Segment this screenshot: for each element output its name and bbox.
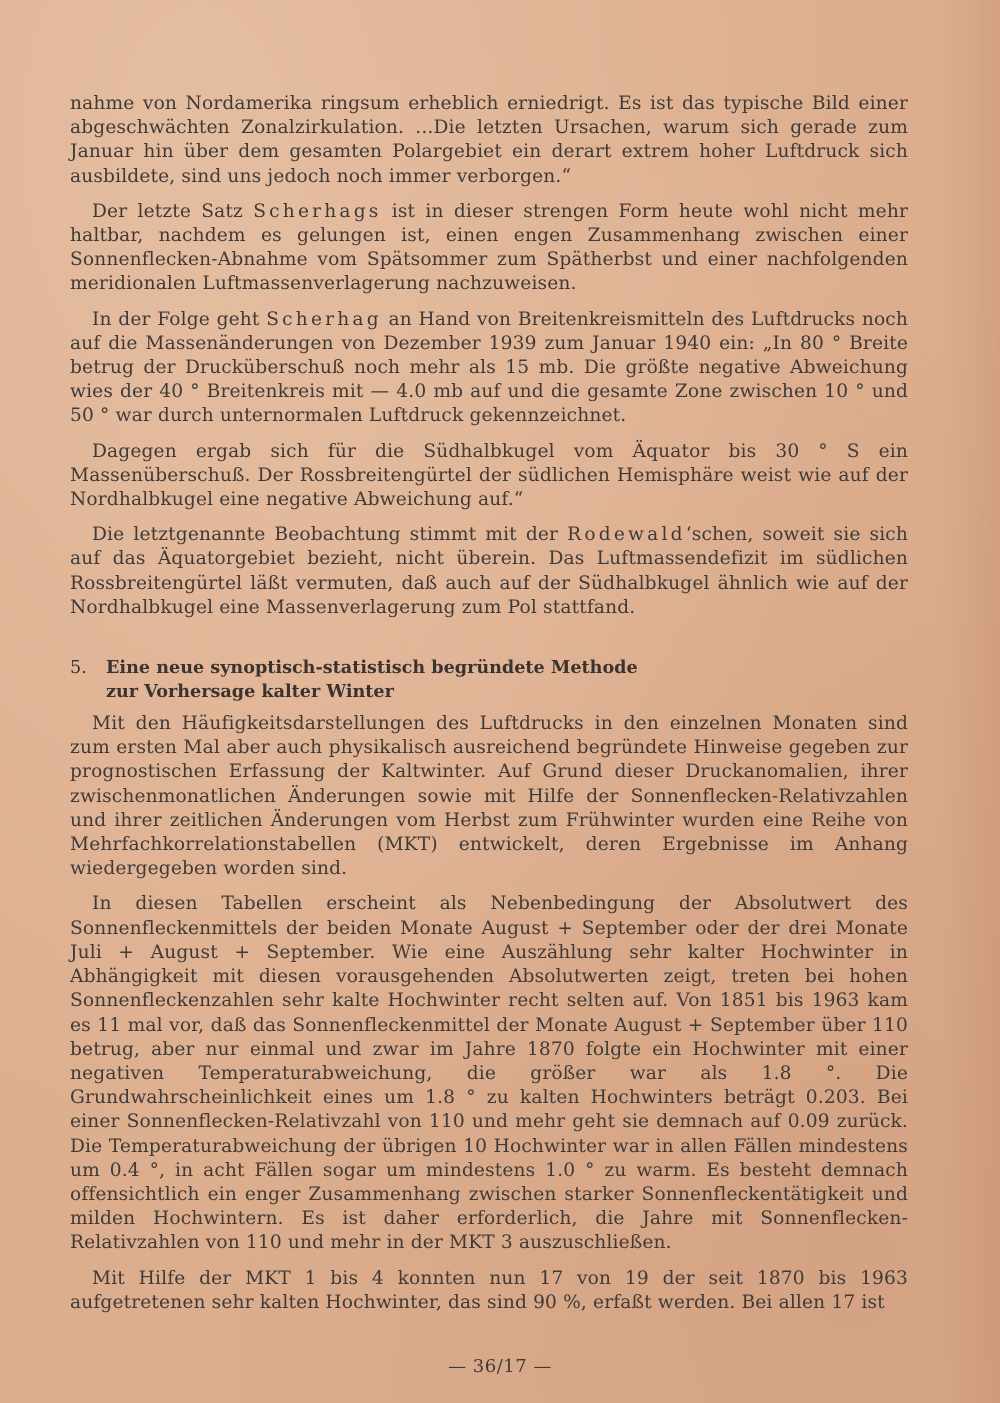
- author-name: Rodewald: [567, 524, 686, 546]
- paragraph-text: an Hand von Breitenkreismitteln des Luftdrucks noch auf die Massenänderungen von Dezember 1939 zum Januar 1940 ein: „In 80 ° Breite betrug der Drucküberschuß noch mehr als 15 mb. Die größte negative Abweichung wies der 40 ° Breitenkreis mit — 4.0 mb auf und die gesamte Zone zwischen 10 ° und 50 ° war durch unternormalen Luftdruck gekennzeichnet.: [70, 308, 908, 427]
- paragraph-rodewald: [70, 523, 908, 620]
- section-title-line-1: Eine neue synoptisch-statistisch begründete Methode: [106, 657, 638, 679]
- paragraph-haeufigkeitsdarstellungen: Mit den Häufigkeitsdarstellungen des Luftdrucks in den einzelnen Monaten sind zum ersten Mal aber auch physikalisch ausreichend begründete Hinweise gegeben zur prognostischen Erfassung der Kaltwinter. Auf Grund dieser Druckanomalien, ihrer zwischenmonatlichen Änderungen sowie mit Hilfe der Sonnenflecken-Relativzahlen und ihrer zeitlichen Änderungen vom Herbst zum Frühwinter wurden eine Reihe von Mehrfachkorrelationstabellen (MKT) entwickelt, deren Ergebnisse im Anhang wiedergegeben worden sind.: [70, 713, 908, 880]
- body-text: [70, 92, 908, 1315]
- section-heading: [70, 656, 908, 704]
- paragraph-scherhag-satz: [70, 200, 908, 297]
- paragraph-text: ist in dieser strengen Form heute wohl nicht mehr haltbar, nachdem es gelungen ist, einen engen Zusammenhang zwischen einer Sonnenflecken-Abnahme vom Spätsommer zum Spätherbst und einer nachfolgenden meridionalen Luftmassenverlagerung nachzuweisen.: [70, 200, 909, 295]
- paragraph-nebenbedingung: In diesen Tabellen erscheint als Nebenbedingung der Absolutwert des Sonnenfleckenmittels der beiden Monate August + September oder der drei Monate Juli + August + September. Wie eine Auszählung sehr kalter Hochwinter in Abhängigkeit mit diesen vorausgehenden Absolutwerten zeigt, treten bei hohen Sonnenfleckenzahlen sehr kalte Hochwinter recht selten auf. Von 1851 bis 1963 kam es 11 mal vor, daß das Sonnenfleckenmittel der Monate August + September über 110 betrug, aber nur einmal und zwar im Jahre 1870 folgte ein Hochwinter mit einer negativen Temperaturabweichung, die größer war als 1.8 °. Die Grundwahrscheinlichkeit eines um 1.8 ° zu kalten Hochwinters beträgt 0.203. Bei einer Sonnenflecken-Relativzahl von 110 und mehr geht sie demnach auf 0.09 zurück. Die Temperaturabweichung der übrigen 10 Hochwinter war in allen Fällen mindestens um 0.4 °, in acht Fällen sogar um mindestens 1.0 ° zu warm. Es besteht demnach offensichtlich ein enger Zusammenhang zwischen starker Sonnenfleckentätigkeit und milden Hochwintern. Es ist daher erforderlich, die Jahre mit Sonnenflecken-Relativzahlen von 110 und mehr in der MKT 3 auszuschließen.: [70, 893, 908, 1254]
- paragraph-text: ‘schen, soweit sie sich auf das Äquatorgebiet bezieht, nicht überein. Das Luftmassendefizit im südlichen Rossbreitengürtel läßt vermuten, daß auch auf der Südhalbkugel ähnlich wie auf der Nordhalbkugel eine Massenverlagerung zum Pol stattfand.: [70, 524, 908, 618]
- author-name: Scherhag: [266, 308, 382, 330]
- page-edge-stain: [940, 0, 1000, 1403]
- paragraph-suedhalbkugel: Dagegen ergab sich für die Südhalbkugel vom Äquator bis 30 ° S ein Massenüberschuß. Der Rossbreitengürtel der südlichen Hemisphäre weist wie auf der Nordhalbkugel eine negative Abweichung auf.“: [70, 440, 908, 511]
- paragraph-breitenkreismittel: [70, 308, 908, 429]
- section-number: 5.: [70, 658, 87, 679]
- paragraph-text: Der letzte Satz: [92, 200, 254, 222]
- page-number: — 36/17 —: [448, 1356, 552, 1377]
- paragraph-mkt: Mit Hilfe der MKT 1 bis 4 konnten nun 17 von 19 der seit 1870 bis 1963 aufgetretenen sehr kalten Hochwinter, das sind 90 %, erfaßt werden. Bei allen 17 ist: [70, 1267, 908, 1313]
- author-name: Scherhags: [253, 200, 382, 222]
- section-title-line-2: zur Vorhersage kalter Winter: [106, 681, 394, 703]
- paragraph-continuation: nahme von Nordamerika ringsum erheblich erniedrigt. Es ist das typische Bild einer abgeschwächten Zonalzirkulation. ...Die letzten Ursachen, warum sich gerade zum Januar hin über dem gesamten Polargebiet ein derart extrem hoher Luftdruck sich ausbildete, sind uns jedoch noch immer verborgen.“: [70, 93, 908, 187]
- paragraph-text: Die letztgenannte Beobachtung stimmt mit der: [92, 524, 568, 546]
- paragraph-text: In der Folge geht: [92, 308, 267, 330]
